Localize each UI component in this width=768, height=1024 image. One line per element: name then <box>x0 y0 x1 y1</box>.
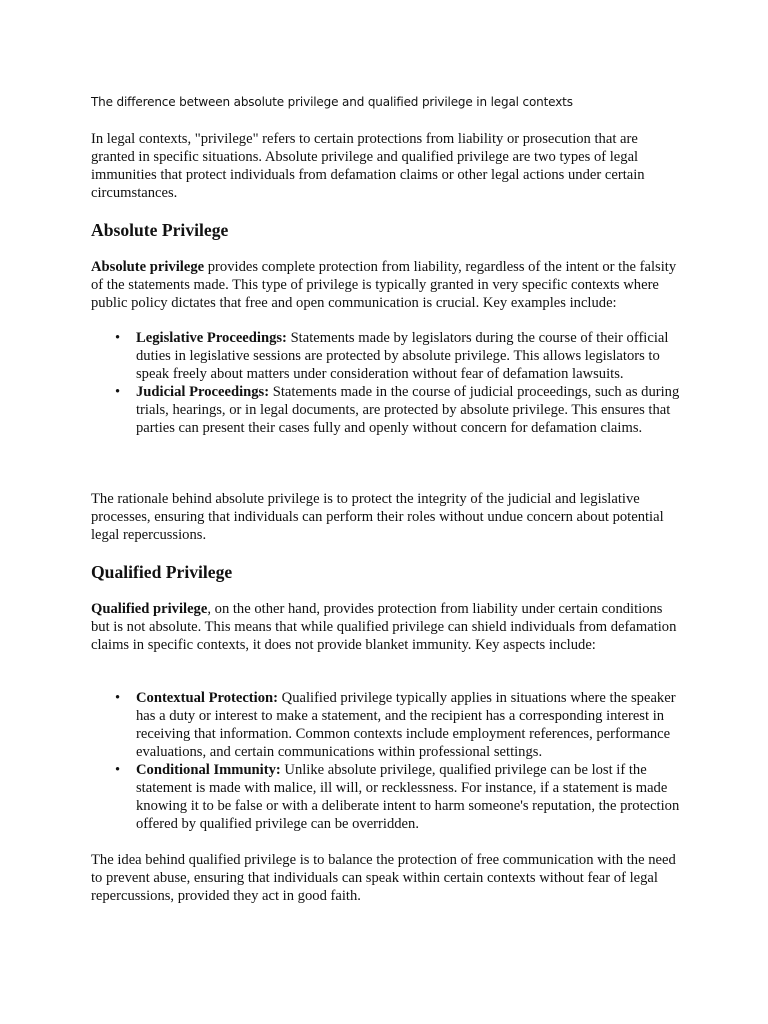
list-item <box>91 329 681 383</box>
list-item-term: Contextual Protection: <box>136 690 278 706</box>
qualified-privilege-paragraph <box>91 600 681 654</box>
list-item-term: Legislative Proceedings: <box>136 330 287 346</box>
list-item <box>91 383 681 437</box>
list-item-term: Conditional Immunity: <box>136 762 281 778</box>
bullet-icon: • <box>115 330 121 346</box>
document-title: The difference between absolute privilege and qualified privilege in legal contexts <box>91 95 573 109</box>
list-item <box>91 689 681 761</box>
absolute-privilege-heading: Absolute Privilege <box>91 220 229 240</box>
absolute-privilege-list <box>91 329 681 437</box>
qualified-privilege-list <box>91 689 681 833</box>
qualified-privilege-heading: Qualified Privilege <box>91 562 233 582</box>
qualified-privilege-term: Qualified privilege <box>91 601 208 617</box>
list-item-text: Statements made in the course of judicial proceedings, such as during trials, hearings, or in legal documents, are protected by absolute privilege. This ensures that parties can present their cases fully and openly without concern for defamation claims. <box>136 384 680 436</box>
bullet-icon: • <box>115 384 121 400</box>
absolute-privilege-rationale: The rationale behind absolute privilege is to protect the integrity of the judicial and legislative processes, ensuring that individuals can perform their roles without undue concern about potential legal repercussions. <box>91 491 664 543</box>
list-item-term: Judicial Proceedings: <box>136 384 270 400</box>
absolute-privilege-paragraph <box>91 258 681 312</box>
qualified-privilege-description: , on the other hand, provides protection from liability under certain conditions but is not absolute. This means that while qualified privilege can shield individuals from defamation claims in specific contexts, it does not provide blanket immunity. Key aspects include: <box>91 601 677 653</box>
bullet-icon: • <box>115 690 121 706</box>
intro-paragraph: In legal contexts, "privilege" refers to certain protections from liability or prosecution that are granted in specific situations. Absolute privilege and qualified privilege are two types of legal immunities that protect individuals from defamation claims or other legal actions under certain circumstances. <box>91 131 645 201</box>
list-item <box>91 761 681 833</box>
absolute-privilege-description: provides complete protection from liability, regardless of the intent or the falsity of the statements made. This type of privilege is typically granted in very specific contexts where public policy dictates that free and open communication is crucial. Key examples include: <box>91 259 677 311</box>
list-item-text: Unlike absolute privilege, qualified privilege can be lost if the statement is made with malice, ill will, or recklessness. For instance, if a statement is made knowing it to be false or with a deliberate intent to harm someone's reputation, the protection offered by qualified privilege can be overridden. <box>136 762 680 832</box>
list-item-text: Statements made by legislators during the course of their official duties in legislative sessions are protected by absolute privilege. This allows legislators to speak freely about matters under consideration without fear of defamation lawsuits. <box>136 330 669 382</box>
absolute-privilege-term: Absolute privilege <box>91 259 205 275</box>
qualified-privilege-idea: The idea behind qualified privilege is to balance the protection of free communication with the need to prevent abuse, ensuring that individuals can speak within certain contexts without fear of legal repercussions, provided they act in good faith. <box>91 852 676 904</box>
bullet-icon: • <box>115 762 121 778</box>
list-item-text: Qualified privilege typically applies in situations where the speaker has a duty or interest to make a statement, and the recipient has a corresponding interest in receiving that information. Common contexts include employment references, performance evaluations, and certain communications within professional settings. <box>136 690 676 760</box>
